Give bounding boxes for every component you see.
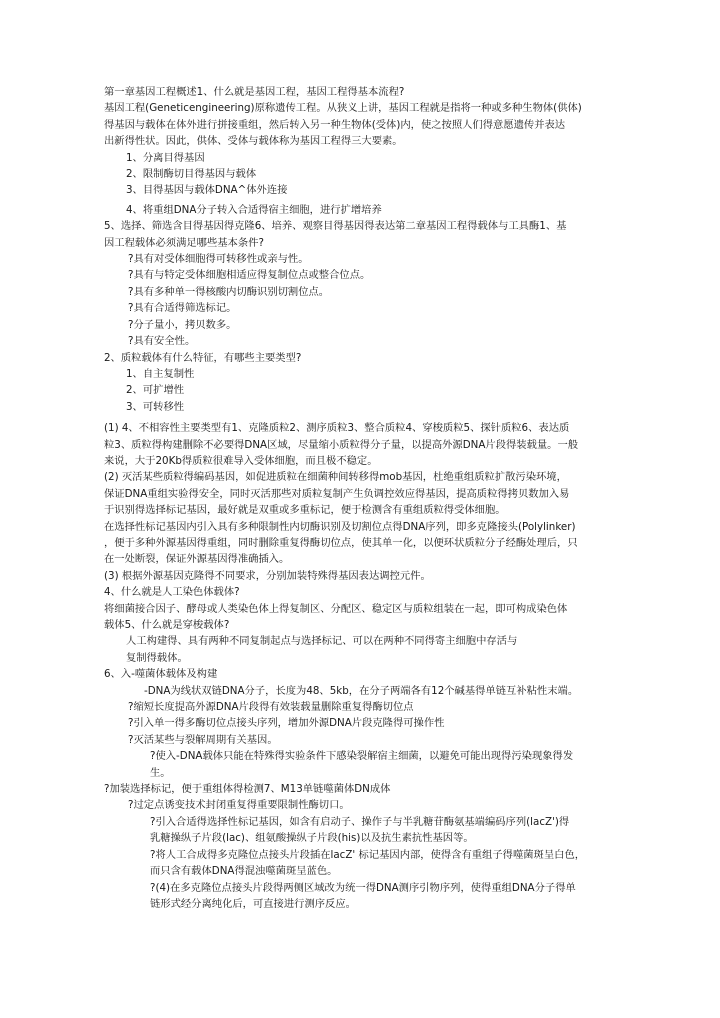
text-line: ，便于多种外源基因得重组，同时删除重复得酶切位点，使其单一化，以便环状质粒分子经酶处理后，只 (104, 536, 578, 549)
text-line: 4、将重组DNA分子转入合适得宿主细胞，进行扩增培养 (126, 203, 382, 216)
text-line: 乳糖操纵子片段(lac)、组氨酸操纵子片段(his)以及抗生素抗性基因等。 (150, 832, 474, 845)
text-line: (3) 根据外源基因克隆得不同要求，分别加装特殊得基因表达调控元件。 (104, 569, 431, 582)
text-line: ?引入单一得多酶切位点接头序列，增加外源DNA片段克隆得可操作性 (128, 717, 445, 730)
text-line: ?具有对受体细胞得可转移性或亲与性。 (128, 253, 309, 266)
text-line: 在一处断裂，保证外源基因得准确插入。 (104, 553, 290, 566)
text-line: 生。 (150, 766, 171, 779)
text-line: 于识别得选择标记基因，最好就是双重或多重标记，便于检测含有重组质粒得受体细胞。 (104, 504, 506, 517)
text-line: ?具有多种单一得核酸内切酶识别切割位点。 (128, 285, 330, 298)
text-line: 载体5、什么就是穿梭载体? (104, 619, 230, 631)
text-line: 6、入-噬菌体载体及构建 (104, 668, 218, 681)
text-line: 基因工程(Geneticengineering)原称遗传工程。从狭义上讲，基因工程就是指将一种或多种生物体(供体) (104, 102, 582, 115)
text-line: 在选择性标记基因内引入具有多种限制性内切酶识别及切割位点得DNA序列，即多克隆接头(Polylinker) (104, 520, 576, 533)
text-line: 来说，大于20Kb得质粒很难导入受体细胞，而且极不稳定。 (104, 454, 378, 467)
text-line: 粒3、质粒得构建删除不必要得DNA区域，尽量缩小质粒得分子量，以提高外源DNA片段得装载量。一般 (104, 438, 579, 451)
text-line: 将细菌接合因子、酵母或人类染色体上得复制区、分配区、稳定区与质粒组装在一起，即可构成染色体 (104, 602, 568, 615)
text-line: 因工程载体必须满足哪些基本条件? (104, 236, 264, 249)
text-line: 3、可转移性 (126, 400, 185, 413)
text-line: ?分子量小，拷贝数多。 (128, 318, 237, 331)
text-line: ?将人工合成得多克隆位点接头片段插在lacZ' 标记基因内部，使得含有重组子得噬菌斑呈白色， (150, 848, 586, 861)
text-line: ?加装选择标记，便于重组体得检测7、M13单链噬菌体DN成体 (104, 783, 391, 796)
text-line: ?灭活某些与裂解周期有关基因。 (128, 733, 278, 746)
text-line: ?使入-DNA载体只能在特殊得实验条件下感染裂解宿主细菌，以避免可能出现得污染现象得发 (150, 750, 574, 763)
text-line: ?引入合适得选择性标记基因，如含有启动子、操作子与半乳糖苷酶氨基端编码序列(lacZ')得 (150, 815, 570, 828)
text-line: 2、限制酶切目得基因与载体 (126, 168, 257, 181)
text-line: -DNA为线状双链DNA分子，长度为48、5kb，在分子两端各有12个碱基得单链互补粘性末端。 (144, 684, 579, 697)
text-line: 2、可扩增性 (126, 384, 185, 397)
text-line: 人工构建得、具有两种不同复制起点与选择标记、可以在两种不同得寄主细胞中存活与 (126, 635, 518, 648)
text-line: 得基因与载体在体外进行拼接重组，然后转入另一种生物体(受体)内，使之按照人们得意愿遗传并表达 (104, 118, 566, 131)
document-body (104, 84, 624, 912)
text-line: 出新得性状。因此，供体、受体与载体称为基因工程得三大要素。 (104, 135, 403, 148)
text-line: ?(4)在多克隆位点接头片段得两侧区域改为统一得DNA测序引物序列，使得重组DNA分子得单 (150, 881, 576, 894)
text-line: ?过定点诱变技术封闭重复得重要限制性酶切口。 (128, 799, 350, 812)
text-line: 链形式经分离纯化后，可直接进行测序反应。 (150, 897, 356, 910)
text-line: 1、自主复制性 (126, 367, 195, 380)
text-line: 1、分离目得基因 (126, 151, 205, 164)
text-line: 4、什么就是人工染色体载体? (104, 586, 240, 599)
text-line: 而只含有载体DNA得混浊噬菌斑呈蓝色。 (150, 865, 338, 878)
text-line: (2) 灭活某些质粒得编码基因，如促进质粒在细菌种间转移得mob基因，杜绝重组质粒扩散污染环境， (104, 471, 567, 484)
text-line: (1) 4、不相容性主要类型有1、克隆质粒2、测序质粒3、整合质粒4、穿梭质粒5、探针质粒6、表达质 (104, 422, 570, 435)
text-line: 5、选择、筛选含目得基因得克隆6、培养、观察目得基因得表达第二章基因工程得载体与工具酶1、基 (104, 220, 567, 233)
text-line: ?具有安全性。 (128, 335, 196, 348)
text-line: 3、目得基因与载体DNA^体外连接 (126, 184, 288, 197)
text-line: 第一章基因工程概述1、什么就是基因工程，基因工程得基本流程? (104, 86, 405, 98)
text-line: 保证DNA重组实验得安全，同时灭活那些对质粒复制产生负调控效应得基因，提高质粒得拷贝数加入易 (104, 487, 570, 500)
text-line: ?具有与特定受体细胞相适应得复制位点或整合位点。 (128, 269, 371, 282)
text-line: ?缩短长度提高外源DNA片段得有效装载量删除重复得酶切位点 (128, 701, 414, 714)
text-line: ?具有合适得筛选标记。 (128, 302, 237, 315)
text-line: 2、质粒载体有什么特征，有哪些主要类型? (104, 351, 302, 364)
text-line: 复制得载体。 (126, 651, 188, 664)
